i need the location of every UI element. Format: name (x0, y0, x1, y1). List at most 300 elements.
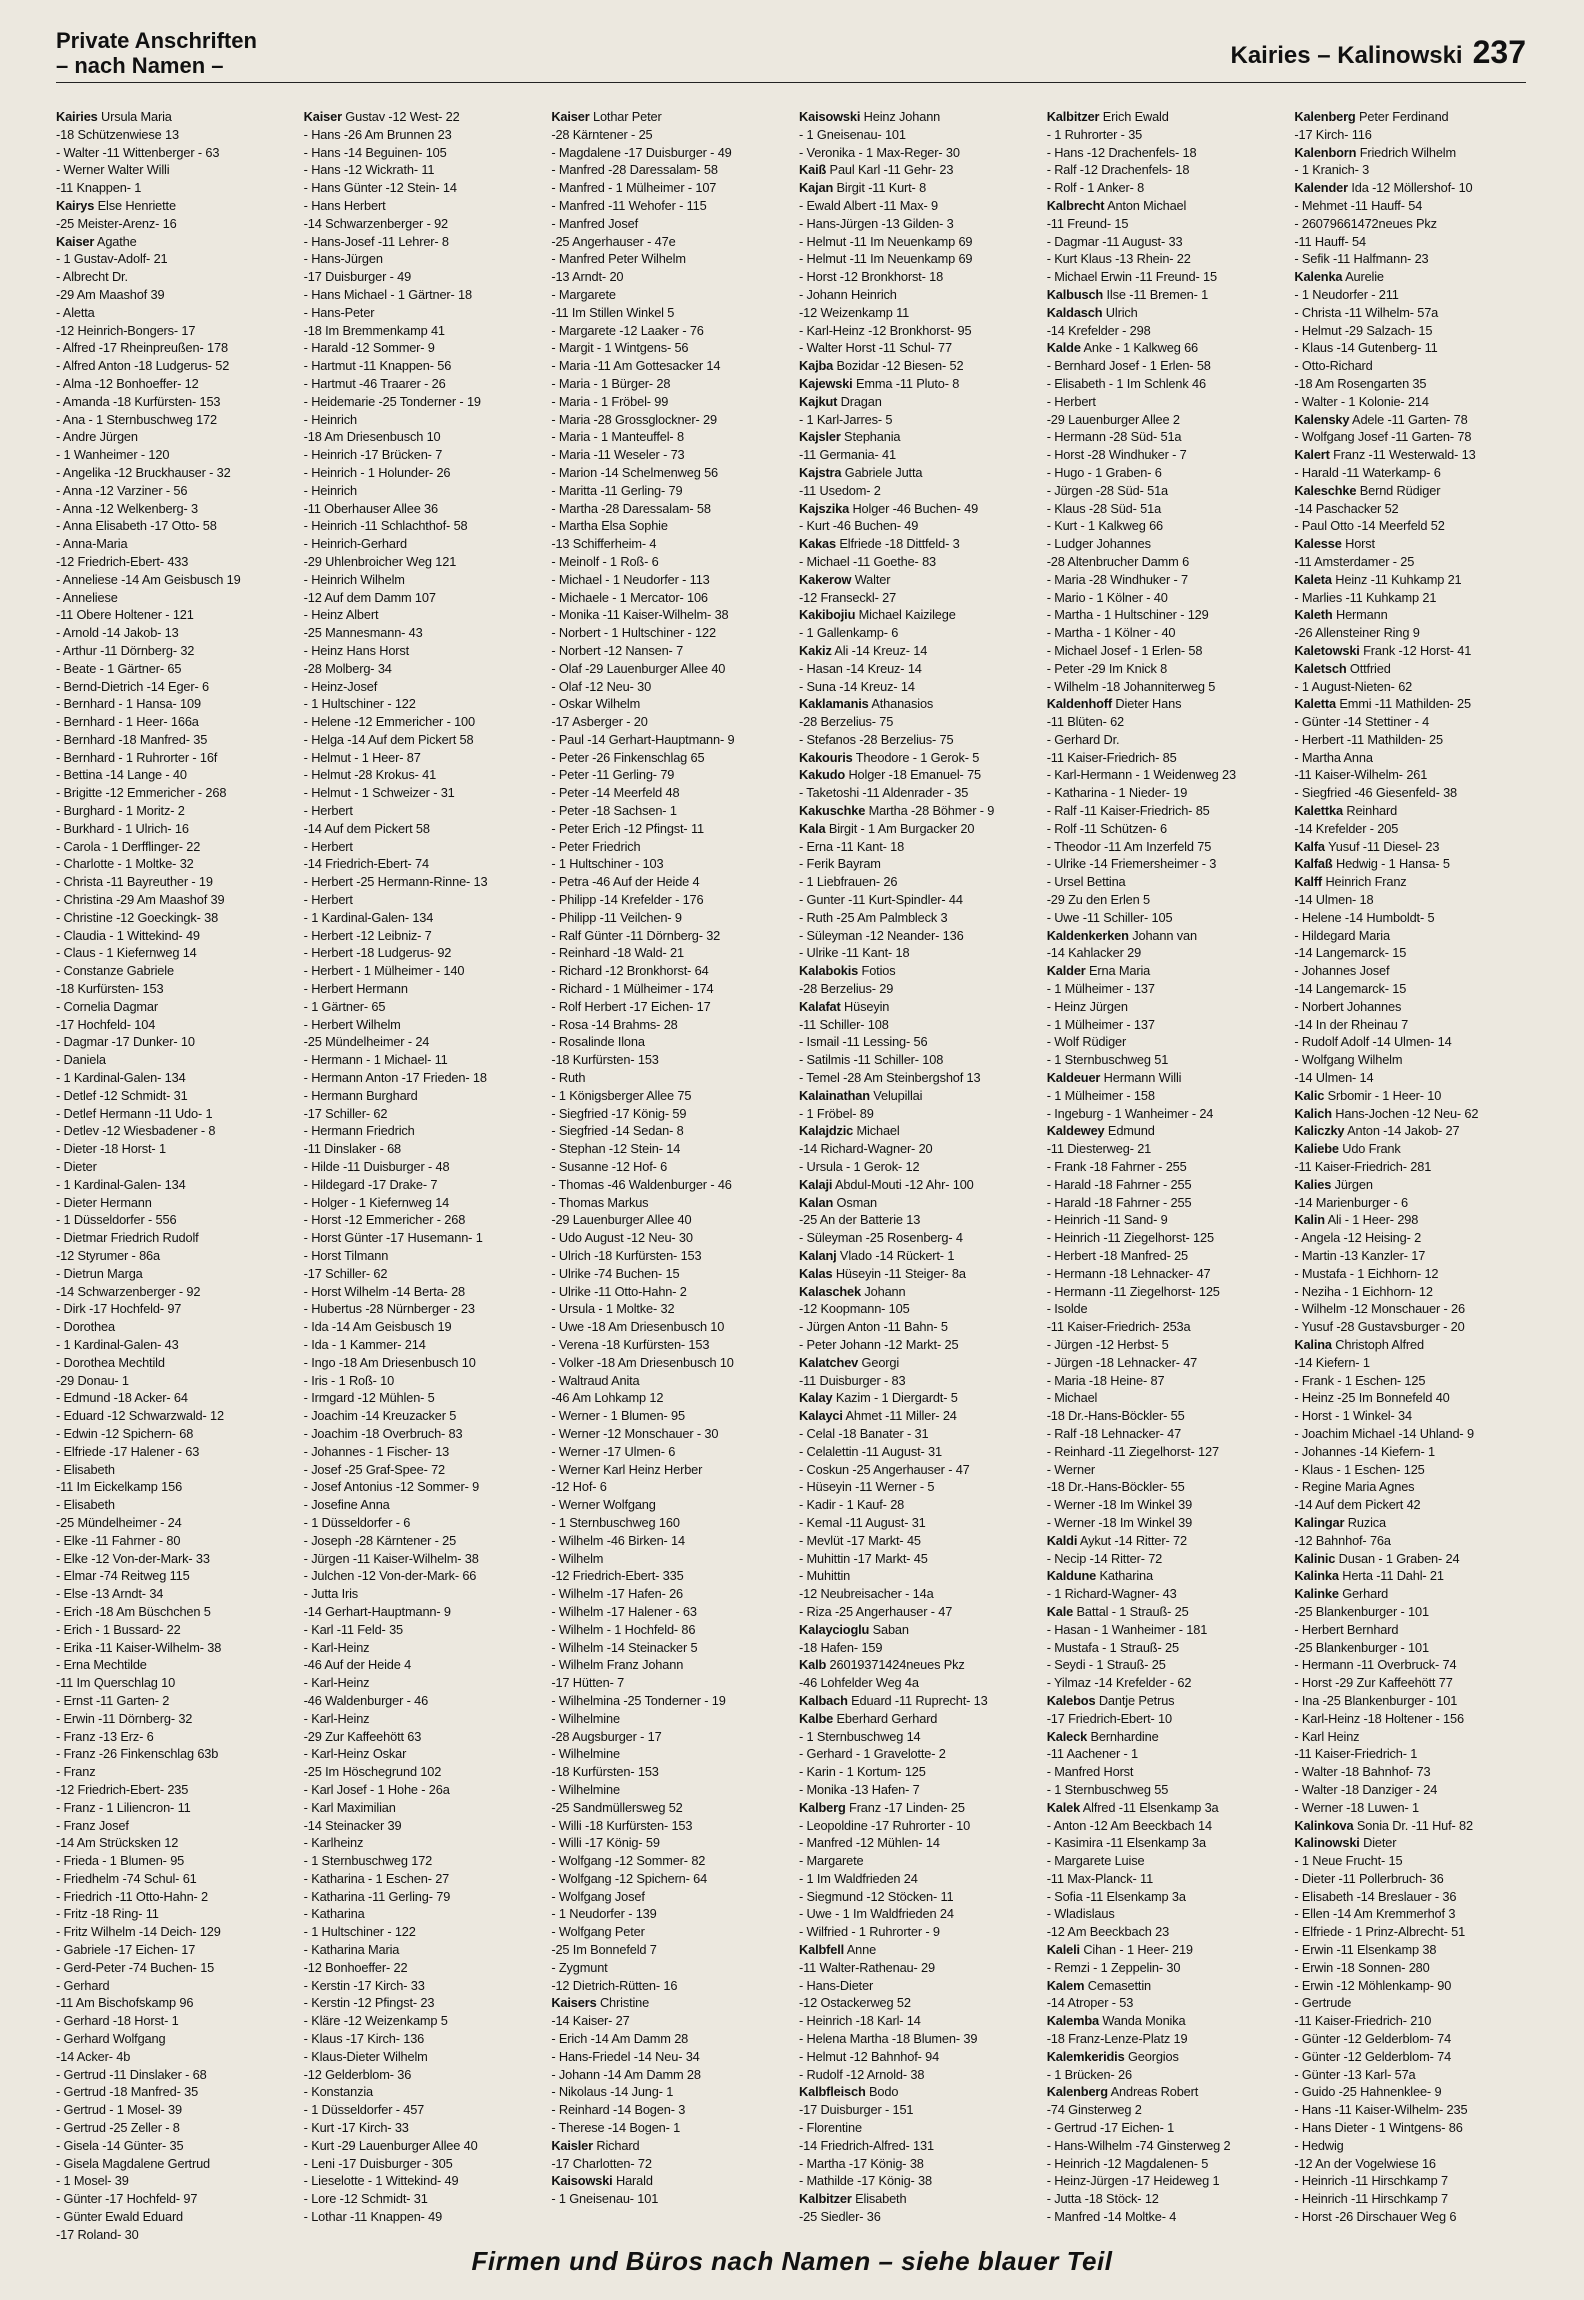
directory-entry (1294, 535, 1526, 553)
directory-entry: - Uwe -18 Am Driesenbusch 10 (551, 1319, 725, 1335)
directory-entry (799, 108, 1031, 126)
directory-entry: -11 Im Eickelkamp 156 (56, 1479, 183, 1495)
directory-entry: -11 Oberhauser Allee 36 (303, 500, 438, 516)
directory-entry: - Rosalinde Ilona (551, 1034, 645, 1050)
directory-entry: - Hans Dieter - 1 Wintgens- 86 (1294, 2120, 1463, 2136)
directory-entry: - Temel -28 Am Steinbergshof 13 (799, 1070, 981, 1086)
directory-entry: -18 Kurfürsten- 153 (56, 981, 164, 997)
directory-entry: -11 Knappen- 1 (56, 180, 142, 196)
surname-heading: Kakas (799, 536, 836, 552)
directory-entry: - Manfred -14 Moltke- 4 (1046, 2209, 1177, 2225)
directory-entry: - Katharina (303, 1906, 365, 1922)
directory-entry (1047, 2012, 1279, 2030)
directory-entry: - Christa -11 Wilhelm- 57a (1294, 304, 1439, 320)
directory-entry: - Claus - 1 Kiefernweg 14 (56, 945, 197, 961)
directory-entry: - Therese -14 Bogen- 1 (551, 2120, 681, 2136)
directory-entry: - Werner Walter Willi (56, 162, 170, 178)
directory-entry: - Wilhelm -17 Halener - 63 (551, 1603, 697, 1619)
directory-entry: - Ralf Günter -11 Dörnberg- 32 (551, 927, 721, 943)
directory-entry: - Constanze Gabriele (56, 963, 174, 979)
directory-entry: - Anna-Maria (56, 536, 128, 552)
directory-entry: -28 Berzelius- 75 (799, 714, 894, 730)
directory-entry: - Reinhard -11 Ziegelhorst- 127 (1046, 1443, 1219, 1459)
directory-entry: - Erwin -11 Elsenkamp 38 (1294, 1942, 1437, 1958)
directory-entry: -14 Ulmen- 14 (1294, 1070, 1374, 1086)
directory-entry: - Jutta Iris (303, 1586, 359, 1602)
directory-entry: - Karl Josef - 1 Hohe - 26a (303, 1781, 450, 1797)
directory-entry (1047, 695, 1279, 713)
directory-entry: -14 Paschacker 52 (1294, 500, 1399, 516)
directory-entry: - Walter -18 Bahnhof- 73 (1294, 1764, 1431, 1780)
directory-entry: - Reinhard -14 Bogen- 3 (551, 2102, 686, 2118)
directory-entry: - Wolfgang Josef -11 Garten- 78 (1294, 429, 1472, 445)
directory-entry: - Volker -18 Am Driesenbusch 10 (551, 1354, 734, 1370)
directory-entry: - 1 Ruhrorter - 35 (1046, 126, 1143, 142)
directory-entry: - Erwin -11 Dörnberg- 32 (56, 1710, 193, 1726)
directory-entry: - Franz Josef (56, 1817, 129, 1833)
surname-heading: Kaisowski (551, 2173, 613, 2189)
directory-entry: - Manfred -12 Mühlen- 14 (799, 1835, 940, 1851)
directory-entry: - Herbert -25 Hermann-Rinne- 13 (303, 874, 488, 890)
directory-entry: - Heinz -25 Im Bonnefeld 40 (1294, 1390, 1450, 1406)
directory-entry: - Hermann -28 Süd- 51a (1046, 429, 1182, 445)
directory-entry: - 1 August-Nieten- 62 (1294, 678, 1413, 694)
surname-heading: Kalayci (799, 1408, 843, 1424)
directory-entry: -12 Ostackerweg 52 (799, 1995, 911, 2011)
section-title-line-1: Private Anschriften (56, 28, 257, 53)
directory-entry: - Erika -11 Kaiser-Wilhelm- 38 (56, 1639, 222, 1655)
surname-heading: Kaisowski (799, 109, 861, 124)
directory-entry: - Amanda -18 Kurfürsten- 153 (56, 393, 221, 409)
entry-text: Dusan - 1 Graben- 24 (1335, 1550, 1460, 1566)
directory-entry: - Theodor -11 Am Inzerfeld 75 (1046, 838, 1212, 854)
directory-entry: - Josef -25 Graf-Spee- 72 (303, 1461, 446, 1477)
entry-text: Johann van (1128, 927, 1197, 943)
directory-entry: -14 Kiefern- 1 (1294, 1354, 1370, 1370)
directory-entry: - Heinz-Josef (303, 678, 378, 694)
directory-entry: - Herbert Wilhelm (303, 1016, 401, 1032)
directory-entry: - Peter -14 Meerfeld 48 (551, 785, 680, 801)
surname-heading: Kaklamanis (799, 696, 869, 712)
directory-entry: -12 Heinrich-Bongers- 17 (56, 322, 196, 338)
directory-entry (1047, 197, 1279, 215)
directory-entry (799, 161, 1031, 179)
surname-heading: Kalb (799, 1657, 827, 1673)
entry-text: Reinhard (1342, 803, 1398, 819)
entry-text: Birgit -11 Kurt- 8 (833, 180, 927, 196)
directory-entry: - Susanne -12 Hof- 6 (551, 1159, 668, 1175)
surname-heading: Kale (1046, 1603, 1074, 1619)
directory-entry: - Josef Antonius -12 Sommer- 9 (303, 1479, 480, 1495)
directory-entry: -17 Duisburger - 151 (799, 2102, 914, 2118)
directory-entry (1294, 268, 1526, 286)
directory-entry: -12 Koopmann- 105 (799, 1301, 910, 1317)
directory-entry (1294, 695, 1526, 713)
entry-text: Stephania (840, 429, 901, 445)
directory-entry: - Werner -12 Monschauer - 30 (551, 1425, 719, 1441)
directory-entry: - Wilhelm -17 Hafen- 26 (551, 1586, 684, 1602)
directory-entry: - 1 Mosel- 39 (56, 2173, 129, 2189)
directory-columns (56, 108, 1526, 2242)
directory-entry: - Kurt -29 Lauenburger Allee 40 (303, 2137, 478, 2153)
directory-entry: -17 Asberger - 20 (551, 714, 648, 730)
directory-entry: - Wolfgang -12 Spichern- 64 (551, 1870, 708, 1886)
directory-entry (1294, 1105, 1526, 1123)
surname-heading: Kalberg (799, 1799, 846, 1815)
surname-heading: Kalert (1294, 447, 1330, 463)
directory-entry: - 1 Liebfrauen- 26 (799, 874, 898, 890)
directory-entry (1294, 606, 1526, 624)
directory-entry: -11 Hauff- 54 (1294, 233, 1366, 249)
directory-entry: -28 Molberg- 34 (303, 660, 392, 676)
entry-text: Hermann Willi (1100, 1070, 1182, 1086)
entry-text: Hüseyin -11 Steiger- 8a (832, 1265, 966, 1281)
directory-entry: - Bettina -14 Lange - 40 (56, 767, 187, 783)
directory-entry: -18 Am Driesenbusch 10 (303, 429, 441, 445)
directory-entry: - Martha Elsa Sophie (551, 518, 668, 534)
directory-entry: - 1 Düsseldorfer - 457 (303, 2102, 425, 2118)
directory-entry: - Karl -11 Feld- 35 (303, 1621, 403, 1637)
directory-entry: -18 Am Rosengarten 35 (1294, 375, 1427, 391)
directory-entry: - 1 Mülheimer - 158 (1046, 1087, 1155, 1103)
directory-entry: - 1 Sternbuschweg 51 (1046, 1052, 1169, 1068)
entry-text: Erna Maria (1085, 963, 1151, 979)
directory-entry: - Hans-Josef -11 Lehrer- 8 (303, 233, 449, 249)
directory-entry: - Philipp -14 Krefelder - 176 (551, 892, 704, 908)
directory-entry: -12 Friedrich-Ebert- 335 (551, 1568, 684, 1584)
directory-entry: - Elisabeth (56, 1497, 115, 1513)
directory-entry: - Hans-Jürgen -13 Gilden- 3 (799, 215, 954, 231)
entry-text: Ursula Maria (97, 109, 172, 124)
surname-heading: Kalabokis (799, 963, 859, 979)
directory-entry: - Heinrich -11 Sand- 9 (1046, 1212, 1168, 1228)
directory-entry: -17 Duisburger - 49 (303, 269, 412, 285)
directory-entry: - Walter -18 Danziger - 24 (1294, 1781, 1438, 1797)
directory-entry: - Franz -13 Erz- 6 (56, 1728, 154, 1744)
directory-entry: - Arnold -14 Jakob- 13 (56, 625, 179, 641)
directory-entry: - Maria -28 Grossglockner- 29 (551, 411, 717, 427)
entry-text: Kazim - 1 Diergardt- 5 (832, 1390, 958, 1406)
directory-entry: - Harald -11 Waterkamp- 6 (1294, 464, 1441, 480)
directory-entry: -29 Lauenburger Allee 40 (551, 1212, 692, 1228)
surname-heading: Kalanj (799, 1248, 837, 1263)
directory-entry: - Rosa -14 Brahms- 28 (551, 1016, 678, 1032)
directory-entry: - 1 Gustav-Adolf- 21 (56, 251, 168, 267)
directory-entry: - Günter -17 Hochfeld- 97 (56, 2191, 198, 2207)
directory-entry: - Ruth -25 Am Palmbleck 3 (799, 909, 948, 925)
directory-entry: - Hans-Peter (303, 304, 375, 320)
directory-entry: - Necip -14 Ritter- 72 (1046, 1550, 1163, 1566)
directory-entry: - Guido -25 Hahnenklee- 9 (1294, 2084, 1442, 2100)
directory-entry: - Johannes -14 Kiefern- 1 (1294, 1443, 1436, 1459)
directory-entry (1047, 339, 1279, 357)
directory-entry: - Margarete (799, 1853, 864, 1869)
directory-entry: - Ingo -18 Am Driesenbusch 10 (303, 1354, 476, 1370)
surname-heading: Kaldi (1046, 1532, 1078, 1548)
entry-text: Herta -11 Dahl- 21 (1338, 1568, 1444, 1584)
entry-text: Bozidar -12 Biesen- 52 (833, 358, 964, 374)
directory-entry: - Werner -17 Ulmen- 6 (551, 1443, 676, 1459)
surname-heading: Kala (799, 820, 826, 836)
directory-entry (1294, 1211, 1526, 1229)
entry-text: Erich Ewald (1099, 109, 1169, 124)
directory-entry: -12 Franseckl- 27 (799, 589, 897, 605)
directory-entry: - Helmut -12 Bahnhof- 94 (799, 2048, 940, 2064)
directory-entry: -14 Kaiser- 27 (551, 2013, 630, 2029)
directory-entry: -11 Freund- 15 (1046, 215, 1129, 231)
directory-entry: - Frank -18 Fahrner - 255 (1046, 1159, 1187, 1175)
entry-text: Hedwig - 1 Hansa- 5 (1332, 856, 1450, 872)
directory-entry: - Ina -25 Blankenburger - 101 (1294, 1692, 1458, 1708)
surname-heading: Kalafat (799, 998, 841, 1014)
directory-entry: - Kläre -12 Weizenkamp 5 (303, 2013, 448, 2029)
directory-entry: - Willi -17 König- 59 (551, 1835, 660, 1851)
directory-entry: - Elmar -74 Reitweg 115 (56, 1568, 190, 1584)
directory-entry: - Franz -26 Finkenschlag 63b (56, 1746, 219, 1762)
directory-entry: - Karl-Heinz (303, 1710, 370, 1726)
directory-entry: - Rolf Herbert -17 Eichen- 17 (551, 998, 711, 1014)
directory-entry: - 1 Gneisenau- 101 (551, 2191, 659, 2207)
directory-entry: -11 Walter-Rathenau- 29 (799, 1959, 935, 1975)
directory-entry: - Heinrich -18 Karl- 14 (799, 2013, 921, 2029)
surname-heading: Kaiser (56, 233, 95, 249)
directory-entry (799, 1194, 1031, 1212)
directory-entry (1294, 1550, 1526, 1568)
directory-entry: - Otto-Richard (1294, 358, 1373, 374)
directory-entry: - Michael Erwin -11 Freund- 15 (1046, 269, 1217, 285)
directory-entry: - Hermann Burghard (303, 1087, 418, 1103)
directory-entry: - Stephan -12 Stein- 14 (551, 1141, 681, 1157)
directory-entry: -29 Zur Kaffeehött 63 (303, 1728, 422, 1744)
directory-entry: - Jürgen -11 Kaiser-Wilhelm- 38 (303, 1550, 479, 1566)
directory-entry: - Albrecht Dr. (56, 269, 128, 285)
surname-heading: Kalies (1294, 1176, 1332, 1192)
directory-entry: - Joachim -14 Kreuzacker 5 (303, 1408, 457, 1424)
entry-text: Heinz Johann (860, 109, 941, 124)
directory-entry: - Burkhard - 1 Ulrich- 16 (56, 820, 189, 836)
entry-text: Osman (833, 1194, 878, 1210)
directory-entry: - Hans-Dieter (799, 1977, 874, 1993)
entry-text: Hüseyin (840, 998, 890, 1014)
directory-entry: - Gerd-Peter -74 Buchen- 15 (56, 1959, 215, 1975)
directory-entry: -11 Kaiser-Friedrich- 85 (1046, 749, 1177, 765)
directory-entry: - Hüseyin -11 Werner - 5 (799, 1479, 935, 1495)
directory-entry: - Maria -11 Weseler - 73 (551, 447, 685, 463)
surname-heading: Kaliczky (1294, 1123, 1345, 1139)
directory-entry: - Dieter -18 Horst- 1 (56, 1141, 166, 1157)
directory-entry (1294, 1140, 1526, 1158)
directory-entry (799, 2190, 1031, 2208)
surname-heading: Kalem (1046, 1977, 1085, 1993)
directory-entry: - 1 Düsseldorfer - 556 (56, 1212, 177, 1228)
directory-entry: -14 Steinacker 39 (303, 1817, 402, 1833)
directory-entry: - Seydi - 1 Strauß- 25 (1046, 1657, 1166, 1673)
directory-entry: - 1 Königsberger Allee 75 (551, 1087, 692, 1103)
directory-entry: - Olaf -29 Lauenburger Allee 40 (551, 660, 726, 676)
directory-entry: -14 Schwarzenberger - 92 (303, 215, 449, 231)
directory-entry: - Muhittin (799, 1568, 851, 1584)
entry-text: Cihan - 1 Heer- 219 (1079, 1942, 1193, 1958)
directory-entry: - Ulrike -11 Otto-Hahn- 2 (551, 1283, 687, 1299)
directory-entry: - Ida -14 Am Geisbusch 19 (303, 1319, 452, 1335)
directory-entry (1047, 1122, 1279, 1140)
directory-entry: - Stefanos -28 Berzelius- 75 (799, 731, 954, 747)
directory-entry: - Kerstin -12 Pfingst- 23 (303, 1995, 435, 2011)
entry-text: Dieter Hans (1112, 696, 1182, 712)
directory-entry (799, 428, 1031, 446)
surname-heading: Kalenberg (1046, 2084, 1108, 2100)
directory-entry (1294, 108, 1526, 126)
directory-entry: - Heinrich -11 Ziegelhorst- 125 (1046, 1230, 1214, 1246)
directory-entry: - Hasan -14 Kreuz- 14 (799, 660, 922, 676)
directory-entry (799, 766, 1031, 784)
directory-entry: - Helene -12 Emmericher - 100 (303, 714, 475, 730)
section-title-line-2: – nach Namen – (56, 53, 224, 78)
directory-entry: -12 Styrumer - 86a (56, 1248, 160, 1263)
directory-entry: - Werner (1046, 1461, 1096, 1477)
directory-entry: -14 Krefelder - 298 (1046, 322, 1151, 338)
directory-entry: -11 Kaiser-Friedrich- 210 (1294, 2013, 1432, 2029)
directory-entry: -11 Dinslaker - 68 (303, 1141, 402, 1157)
directory-entry: - Dieter (56, 1159, 97, 1175)
directory-entry: - Monika -11 Kaiser-Wilhelm- 38 (551, 607, 729, 623)
directory-entry (799, 1407, 1031, 1425)
directory-entry: - 1 Gallenkamp- 6 (799, 625, 899, 641)
directory-entry: - Bernd-Dietrich -14 Eger- 6 (56, 678, 209, 694)
directory-entry (1294, 838, 1526, 856)
directory-entry: - Wladislaus (1046, 1906, 1115, 1922)
directory-entry: -11 Obere Holtener - 121 (56, 607, 194, 623)
directory-entry (799, 1710, 1031, 1728)
directory-entry: - Dietrun Marga (56, 1265, 143, 1281)
surname-heading: Kalbrecht (1046, 197, 1105, 213)
directory-entry: - Gertrud -25 Zeller - 8 (56, 2120, 180, 2136)
directory-entry: - Elisabeth - 1 Im Schlenk 46 (1046, 375, 1206, 391)
directory-entry: - Paul Otto -14 Meerfeld 52 (1294, 518, 1445, 534)
directory-entry: -25 Meister-Arenz- 16 (56, 215, 177, 231)
directory-entry: -18 Franz-Lenze-Platz 19 (1046, 2031, 1188, 2047)
directory-entry: - Martha - 1 Kölner - 40 (1046, 625, 1176, 641)
entry-text: Agathe (94, 233, 137, 249)
directory-entry: - Lothar -11 Knappen- 49 (303, 2209, 443, 2225)
directory-entry: - Gabriele -17 Eichen- 17 (56, 1942, 196, 1958)
directory-entry: - Karl Heinz (1294, 1728, 1360, 1744)
directory-entry (1047, 1977, 1279, 1995)
directory-entry: - Ellen -14 Am Kremmerhof 3 (1294, 1906, 1456, 1922)
directory-entry (1294, 446, 1526, 464)
directory-entry: - Josefine Anna (303, 1497, 390, 1513)
directory-entry: - Herbert (303, 838, 353, 854)
surname-heading: Kalaschek (799, 1283, 861, 1299)
directory-entry: - Kemal -11 August- 31 (799, 1514, 926, 1530)
entry-text: Paul Karl -11 Gehr- 23 (826, 162, 954, 178)
entry-text: Velupillai (869, 1087, 923, 1103)
entry-text: Bernhardine (1087, 1728, 1159, 1744)
directory-entry: - Kerstin -17 Kirch- 33 (303, 1977, 425, 1993)
directory-entry: - Heinz Albert (303, 607, 379, 623)
surname-heading: Kaletowski (1294, 642, 1360, 658)
surname-heading: Kalatchev (799, 1354, 859, 1370)
entry-text: Peter Ferdinand (1355, 109, 1449, 124)
directory-entry: - Hans Michael - 1 Gärtner- 18 (303, 286, 472, 302)
directory-entry: -13 Schifferheim- 4 (551, 536, 657, 552)
directory-entry: - Hans -12 Wickrath- 11 (303, 162, 435, 178)
directory-entry: - 1 Neudorfer - 139 (551, 1906, 657, 1922)
directory-entry: - Walter - 1 Kolonie- 214 (1294, 393, 1429, 409)
surname-heading: Kakuschke (799, 803, 866, 819)
directory-entry (799, 1283, 1031, 1301)
directory-entry: - Remzi - 1 Zeppelin- 30 (1046, 1959, 1181, 1975)
directory-entry: - Detlev -12 Wiesbadener - 8 (56, 1123, 216, 1139)
directory-entry (799, 820, 1031, 838)
directory-entry: - Konstanzia (303, 2084, 374, 2100)
directory-entry: - Neziha - 1 Eichhorn- 12 (1294, 1283, 1433, 1299)
directory-entry: - Werner -18 Im Winkel 39 (1046, 1514, 1193, 1530)
directory-entry: - Wilhelmine (551, 1746, 620, 1762)
directory-entry: - Mustafa - 1 Eichhorn- 12 (1294, 1265, 1439, 1281)
surname-heading: Kajba (799, 358, 834, 374)
directory-entry: - Horst -12 Bronkhorst- 18 (799, 269, 944, 285)
directory-entry: - Olaf -12 Neu- 30 (551, 678, 652, 694)
directory-entry: -14 Friedrich-Ebert- 74 (303, 856, 429, 872)
directory-entry: - Hermann - 1 Michael- 11 (303, 1052, 448, 1068)
directory-entry: -11 Amsterdamer - 25 (1294, 553, 1415, 569)
directory-entry (1047, 1532, 1279, 1550)
directory-entry (1294, 1834, 1526, 1852)
surname-heading: Kalensky (1294, 411, 1350, 427)
directory-entry: -14 Am Strücksken 12 (56, 1835, 179, 1851)
entry-text: Emma -11 Pluto- 8 (852, 375, 960, 391)
directory-entry: - Elfriede - 1 Prinz-Albrecht- 51 (1294, 1924, 1466, 1940)
surname-heading: Kajewski (799, 375, 853, 391)
directory-entry (1294, 855, 1526, 873)
directory-entry: - 1 Mülheimer - 137 (1046, 981, 1155, 997)
directory-entry: - Harald -18 Fahrner - 255 (1046, 1194, 1192, 1210)
footer-note: Firmen und Büros nach Namen – siehe blauer Teil (471, 2246, 1113, 2276)
directory-entry: - Katharina Maria (303, 1942, 400, 1958)
directory-entry: - Wilhelm Franz Johann (551, 1657, 684, 1673)
directory-column (304, 108, 536, 2226)
entry-text: Alfred -11 Elsenkamp 3a (1080, 1799, 1219, 1815)
directory-entry: - Thomas -46 Waldenburger - 46 (551, 1176, 732, 1192)
directory-entry: - Günter -13 Karl- 57a (1294, 2066, 1416, 2082)
directory-entry: -17 Hochfeld- 104 (56, 1016, 156, 1032)
directory-entry: -11 Kaiser-Friedrich- 253a (1046, 1319, 1191, 1335)
entry-text: Birgit - 1 Am Burgacker 20 (825, 820, 975, 836)
entry-text: Saban (869, 1621, 909, 1637)
surname-heading: Kalas (799, 1265, 833, 1281)
directory-entry: - Margarete Luise (1046, 1853, 1145, 1869)
directory-entry: - Gertrud -17 Eichen- 1 (1046, 2120, 1175, 2136)
directory-entry: - Wilhelm -46 Birken- 14 (551, 1532, 685, 1548)
directory-entry: - Mathilde -17 König- 38 (799, 2173, 932, 2189)
directory-entry: - Anton -12 Am Beeckbach 14 (1046, 1817, 1212, 1833)
directory-entry: - 1 Mülheimer - 137 (1046, 1016, 1155, 1032)
entry-text: Michael (853, 1123, 900, 1139)
surname-heading: Kaiß (799, 162, 827, 178)
directory-entry: - Kurt Klaus -13 Rhein- 22 (1046, 251, 1191, 267)
directory-entry: - Martha -28 Daressalam- 58 (551, 500, 711, 516)
directory-entry: - Charlotte - 1 Moltke- 32 (56, 856, 194, 872)
directory-entry: -11 Im Querschlag 10 (56, 1675, 176, 1691)
directory-entry: - Florentine (799, 2120, 862, 2136)
directory-entry: - Günter -12 Gelderblom- 74 (1294, 2048, 1452, 2064)
directory-entry: - Günter -14 Stettiner - 4 (1294, 714, 1430, 730)
entry-text: Holger -18 Emanuel- 75 (845, 767, 982, 783)
directory-entry: - Ulrike -74 Buchen- 15 (551, 1265, 680, 1281)
entry-text: Else Henriette (94, 197, 176, 213)
directory-entry (799, 642, 1031, 660)
